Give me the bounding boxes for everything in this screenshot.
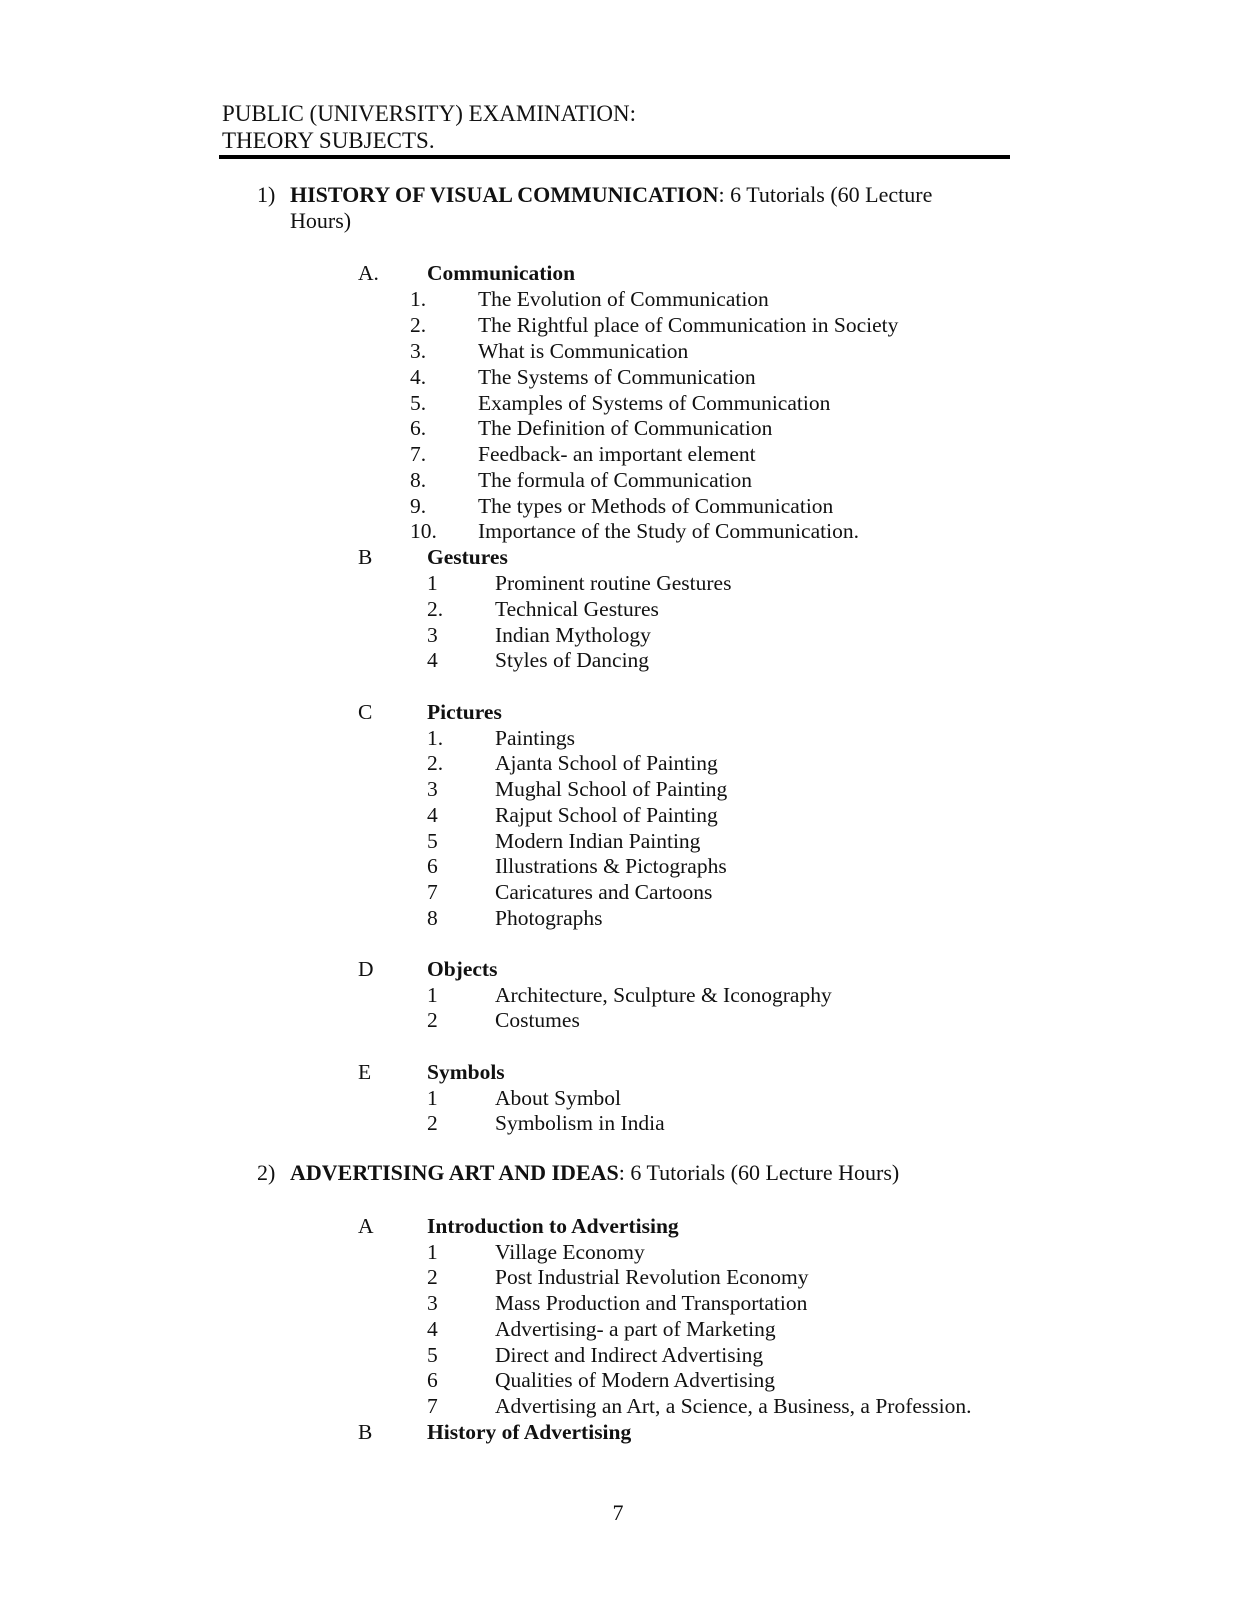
section-title-bold: HISTORY OF VISUAL COMMUNICATION — [290, 182, 719, 207]
subsection-letter: C — [358, 700, 373, 724]
list-item-number: 1 — [427, 1086, 438, 1110]
list-item-number: 1 — [427, 571, 438, 595]
subsection-title: Symbols — [427, 1060, 505, 1084]
list-item-number: 6 — [427, 854, 438, 878]
list-item: Prominent routine Gestures — [495, 571, 732, 595]
list-item: Advertising an Art, a Science, a Business, a Profession. — [495, 1394, 972, 1418]
section-title-detail: : 6 Tutorials (60 Lecture Hours) — [618, 1160, 900, 1185]
subsection-letter: E — [358, 1060, 372, 1084]
list-item-number: 7 — [427, 1394, 438, 1418]
list-item: Architecture, Sculpture & Iconography — [495, 983, 832, 1007]
list-item: Modern Indian Painting — [495, 829, 701, 853]
list-item: Costumes — [495, 1008, 580, 1032]
section-number: 2) — [257, 1160, 276, 1185]
list-item: The formula of Communication — [478, 468, 753, 492]
heading-rule — [219, 155, 1010, 159]
list-item: The types or Methods of Communication — [478, 494, 834, 518]
list-item: Village Economy — [495, 1240, 645, 1264]
list-item: Indian Mythology — [495, 623, 651, 647]
list-item: Styles of Dancing — [495, 648, 650, 672]
subsection-letter: D — [358, 957, 374, 981]
section-title-bold: ADVERTISING ART AND IDEAS — [290, 1160, 619, 1185]
list-item: Ajanta School of Painting — [495, 751, 718, 775]
list-item: Symbolism in India — [495, 1111, 665, 1135]
subsection-title: Introduction to Advertising — [427, 1214, 679, 1238]
list-item-number: 2 — [427, 1111, 438, 1135]
section-title-detail: : 6 Tutorials (60 Lecture Hours) — [290, 182, 933, 233]
list-item-number: 2 — [427, 1008, 438, 1032]
list-item: Photographs — [495, 906, 603, 930]
list-item: Advertising- a part of Marketing — [495, 1317, 776, 1341]
list-item-number: 5 — [427, 1343, 438, 1367]
list-item: The Definition of Communication — [478, 416, 773, 440]
list-item: Illustrations & Pictographs — [495, 854, 727, 878]
list-item-number: 7 — [427, 880, 438, 904]
list-item: Mass Production and Transportation — [495, 1291, 808, 1315]
list-item-number: 2. — [410, 313, 427, 337]
list-item: Caricatures and Cartoons — [495, 880, 713, 904]
list-item-number: 10. — [410, 519, 437, 543]
section-title — [290, 1160, 990, 1186]
list-item-number: 5 — [427, 829, 438, 853]
subsection-letter: A. — [358, 261, 379, 285]
list-item-number: 1. — [427, 726, 444, 750]
list-item: What is Communication — [478, 339, 689, 363]
list-item: Rajput School of Painting — [495, 803, 718, 827]
list-item: About Symbol — [495, 1086, 622, 1110]
list-item: Technical Gestures — [495, 597, 659, 621]
list-item-number: 4 — [427, 1317, 438, 1341]
section-number: 1) — [257, 182, 276, 207]
list-item-number: 6. — [410, 416, 427, 440]
list-item-number: 1 — [427, 983, 438, 1007]
list-item: The Evolution of Communication — [478, 287, 769, 311]
list-item: Paintings — [495, 726, 576, 750]
page-heading — [222, 100, 636, 154]
subsection-title: Objects — [427, 957, 498, 981]
heading-line-1: PUBLIC (UNIVERSITY) EXAMINATION: — [222, 101, 636, 126]
heading-line-2: THEORY SUBJECTS. — [222, 128, 435, 153]
list-item: Qualities of Modern Advertising — [495, 1368, 776, 1392]
list-item: Feedback- an important element — [478, 442, 756, 466]
list-item-number: 2 — [427, 1265, 438, 1289]
subsection-title: Gestures — [427, 545, 508, 569]
page-number: 7 — [612, 1500, 624, 1525]
list-item: Importance of the Study of Communication. — [478, 519, 859, 543]
list-item: Direct and Indirect Advertising — [495, 1343, 764, 1367]
subsection-title: Pictures — [427, 700, 502, 724]
section-title — [290, 182, 990, 234]
list-item: The Rightful place of Communication in Society — [478, 313, 899, 337]
subsection-title: History of Advertising — [427, 1420, 632, 1444]
list-item-number: 1. — [410, 287, 427, 311]
subsection-letter: B — [358, 1420, 373, 1444]
subsection-letter: A — [358, 1214, 374, 1238]
list-item: Mughal School of Painting — [495, 777, 728, 801]
list-item-number: 4. — [410, 365, 427, 389]
list-item-number: 3 — [427, 1291, 438, 1315]
list-item-number: 2. — [427, 597, 444, 621]
list-item-number: 4 — [427, 648, 438, 672]
list-item-number: 3 — [427, 777, 438, 801]
subsection-letter: B — [358, 545, 373, 569]
list-item-number: 5. — [410, 391, 427, 415]
list-item: Post Industrial Revolution Economy — [495, 1265, 809, 1289]
list-item-number: 8 — [427, 906, 438, 930]
list-item-number: 8. — [410, 468, 427, 492]
list-item-number: 3. — [410, 339, 427, 363]
list-item-number: 1 — [427, 1240, 438, 1264]
list-item-number: 6 — [427, 1368, 438, 1392]
list-item-number: 9. — [410, 494, 427, 518]
list-item-number: 3 — [427, 623, 438, 647]
list-item-number: 2. — [427, 751, 444, 775]
list-item-number: 4 — [427, 803, 438, 827]
list-item: The Systems of Communication — [478, 365, 756, 389]
subsection-title: Communication — [427, 261, 576, 285]
list-item: Examples of Systems of Communication — [478, 391, 831, 415]
list-item-number: 7. — [410, 442, 427, 466]
